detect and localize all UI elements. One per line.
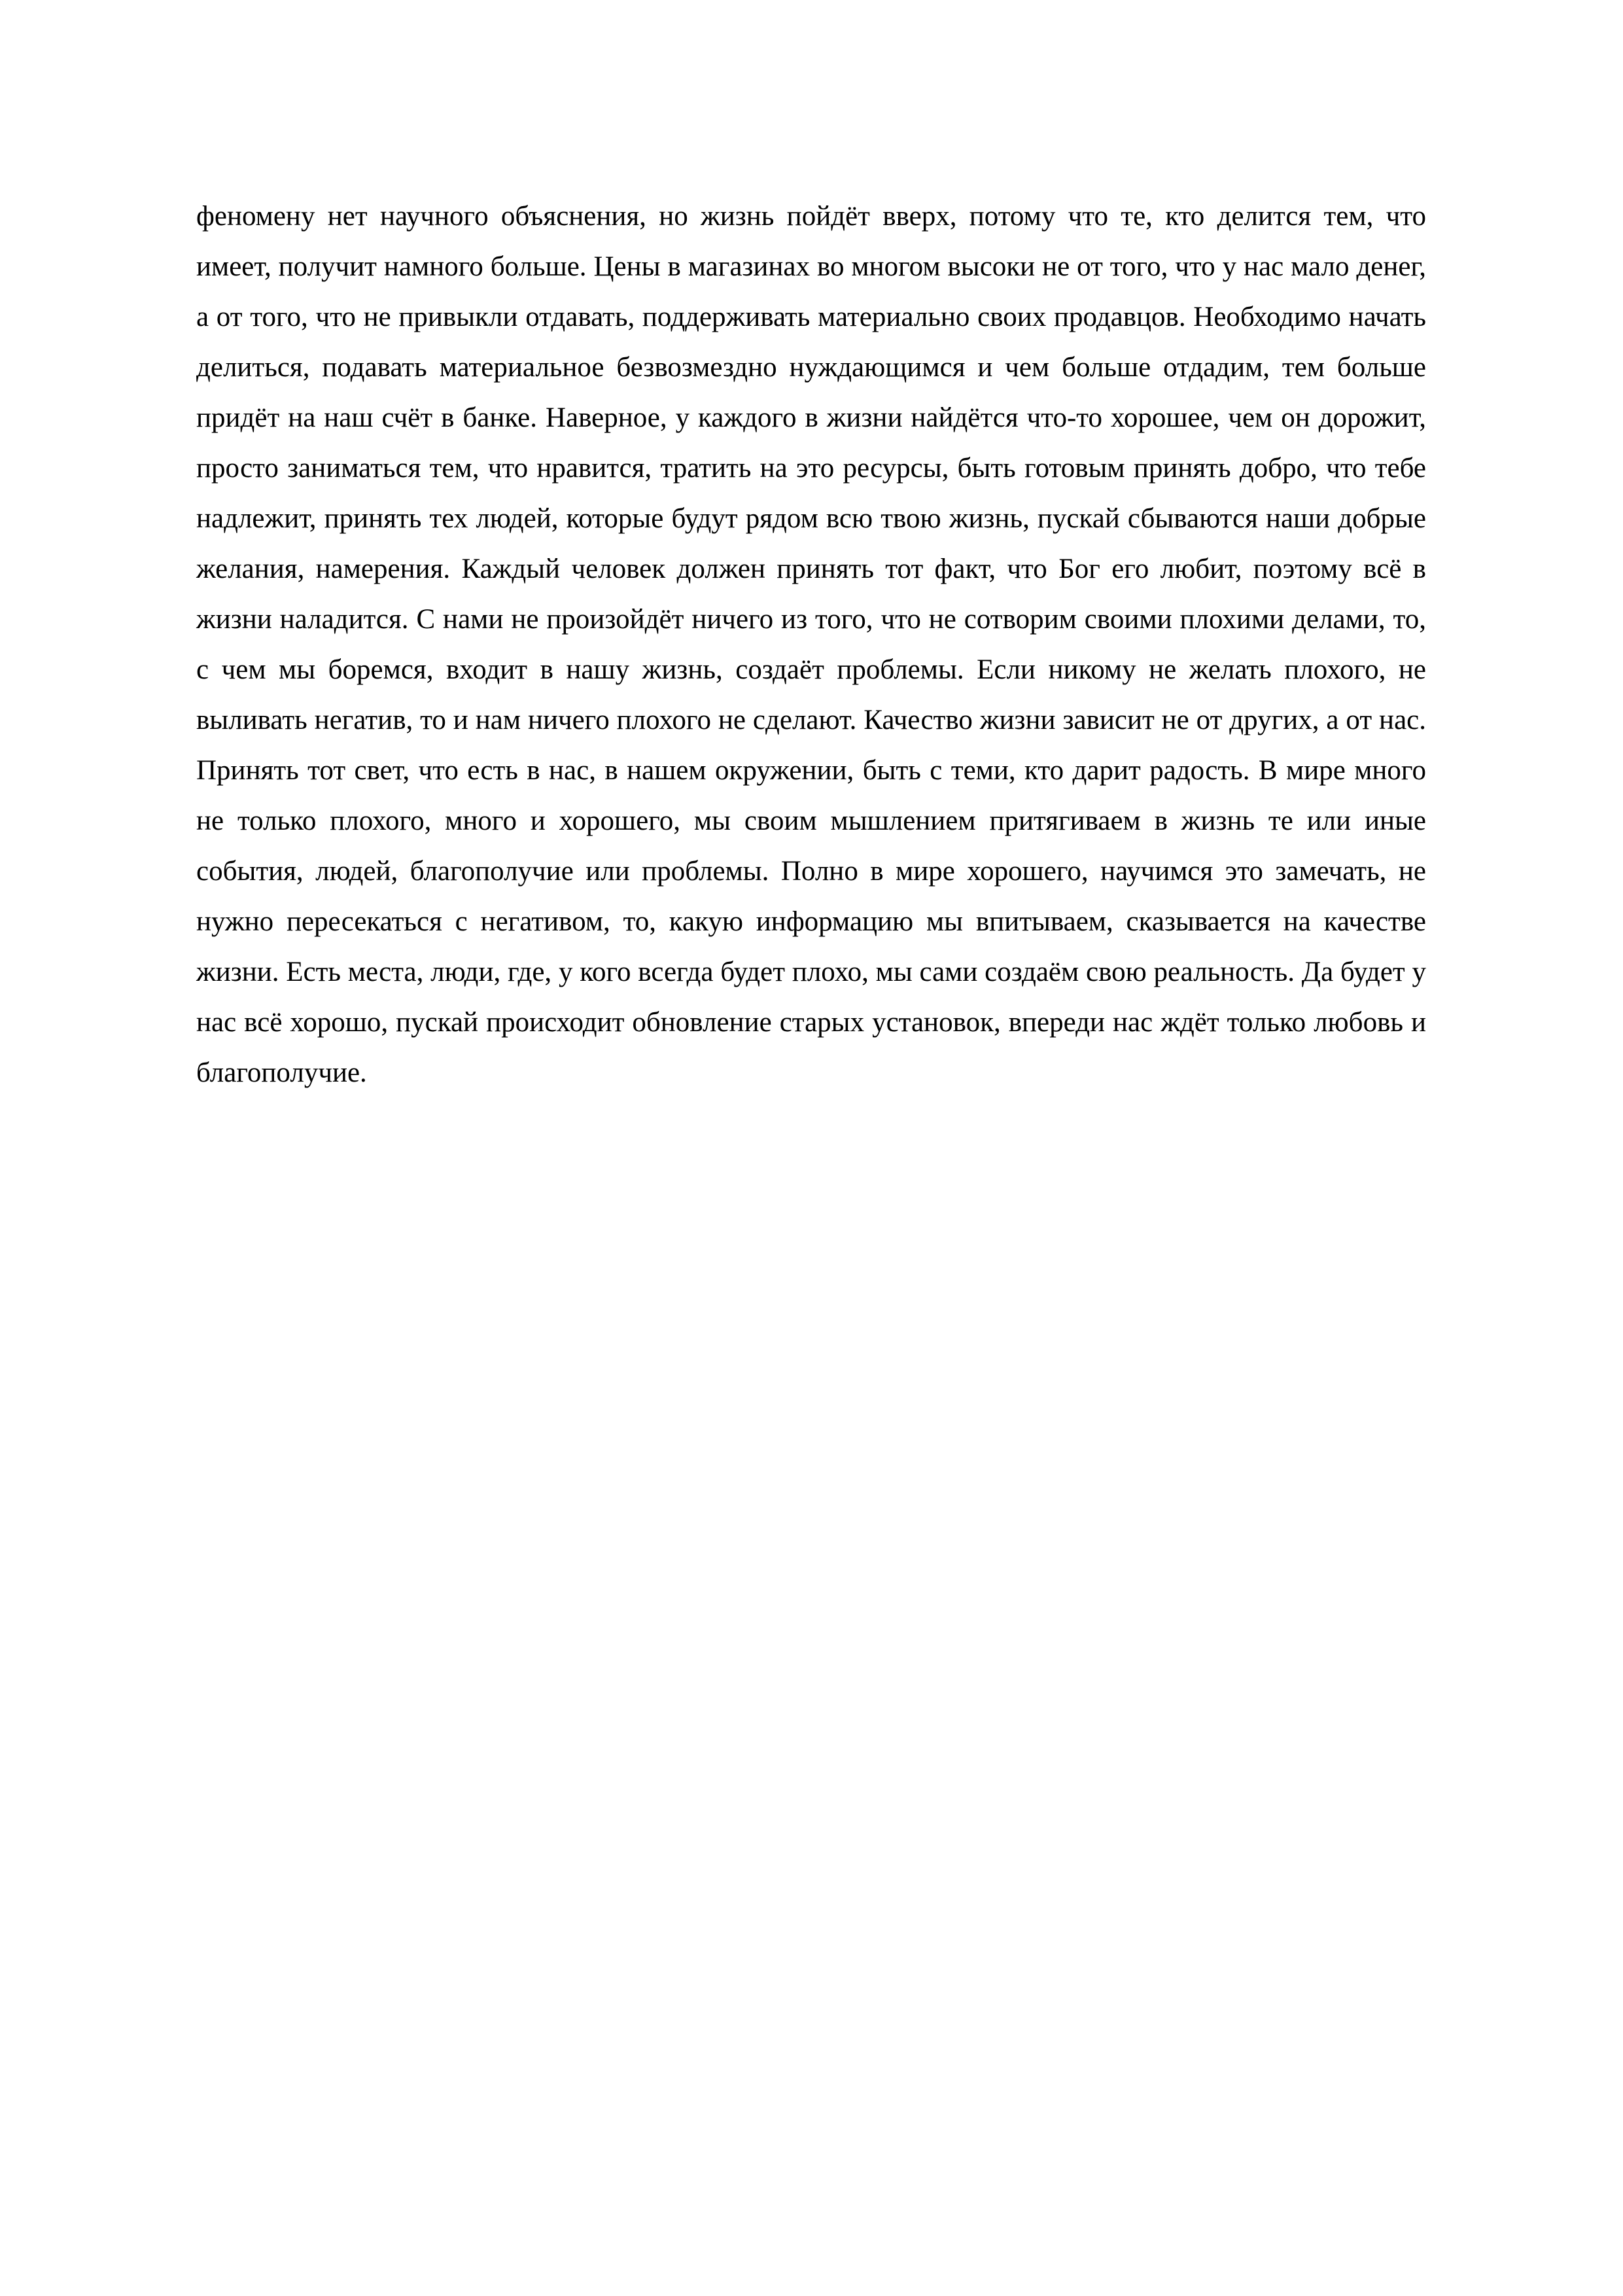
body-paragraph: феномену нет научного объяснения, но жизнь пойдёт вверх, потому что те, кто делится тем, что имеет, получит намного больше. Цены в магазинах во многом высоки не от того, что у нас мало денег, а от того, что не привыкли отдавать, поддерживать материально своих продавцов. Необходимо начать делиться, подавать материальное безвозмездно нуждающимся и чем больше отдадим, тем больше придёт на наш счёт в банке. Наверное, у каждого в жизни найдётся что-то хорошее, чем он дорожит, просто заниматься тем, что нравится, тратить на это ресурсы, быть готовым принять добро, что тебе надлежит, принять тех людей, которые будут рядом всю твою жизнь, пускай сбываются наши добрые желания, намерения. Каждый человек должен принять тот факт, что Бог его любит, поэтому всё в жизни наладится. С нами не произойдёт ничего из того, что не сотворим своими плохими делами, то, с чем мы боремся, входит в нашу жизнь, создаёт проблемы. Если никому не желать плохого, не выливать негатив, то и нам ничего плохого не сделают. Качество жизни зависит не от других, а от нас. Принять тот свет, что есть в нас, в нашем окружении, быть с теми, кто дарит радость. В мире много не только плохого, много и хорошего, мы своим мышлением притягиваем в жизнь те или иные события, людей, благополучие или проблемы. Полно в мире хорошего, научимся это замечать, не нужно пересекаться с негативом, то, какую информацию мы впитываем, сказывается на качестве жизни. Есть места, люди, где, у кого всегда будет плохо, мы сами создаём свою реальность. Да будет у нас всё хорошо, пускай происходит обновление старых установок, впереди нас ждёт только любовь и благополучие. [196,201,1426,1088]
body-text-block [196,191,1426,1098]
